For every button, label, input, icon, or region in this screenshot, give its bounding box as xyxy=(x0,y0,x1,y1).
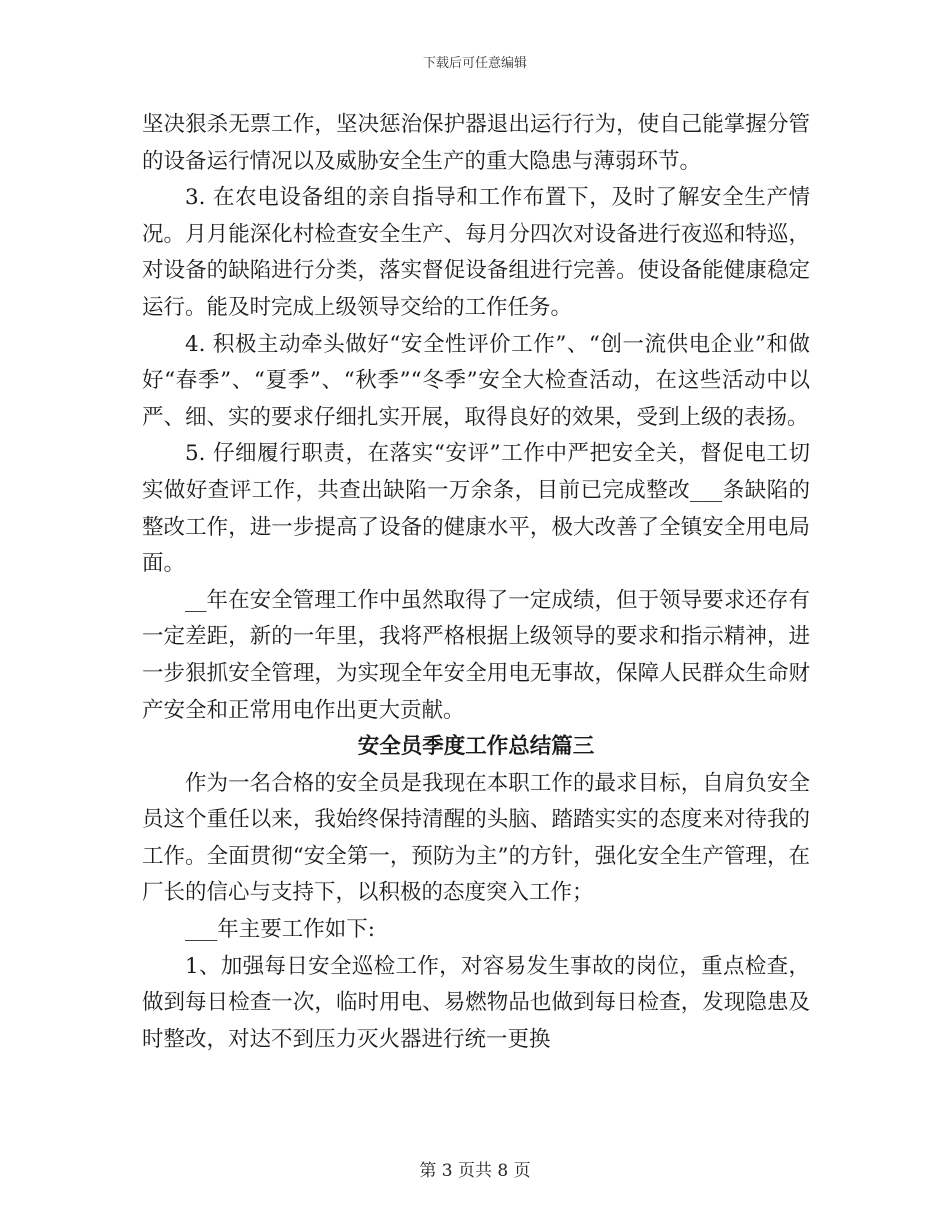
paragraph-continued: 坚决狠杀无票工作，坚决惩治保护器退出运行行为，使自己能掌握分管的设备运行情况以及威胁安全生产的重大隐患与薄弱环节。 xyxy=(142,112,810,174)
paragraph-work-item-1: 1、加强每日安全巡检工作，对容易发生事故的岗位，重点检查，做到每日检查一次，临时用电、易燃物品也做到每日检查，发现隐患及时整改，对达不到压力灭火器进行统一更换 xyxy=(142,953,810,1052)
paragraph-summary: __年在安全管理工作中虽然取得了一定成绩，但于领导要求还存有一定差距，新的一年里，我将严格根据上级领导的要求和指示精神，进一步狠抓安全管理，为实现全年安全用电无事故，保障人民群众生命财产安全和正常用电作出更大贡献。 xyxy=(142,587,810,723)
page-footer: 第 3 页共 8 页 xyxy=(419,1161,531,1181)
page-header: 下载后可任意编辑 xyxy=(422,56,527,71)
paragraph-work-list-title: ___年主要工作如下: xyxy=(185,917,375,943)
paragraph-item-3: 3. 在农电设备组的亲自指导和工作布置下，及时了解安全生产情况。月月能深化村检查安全生产、每月分四次对设备进行夜巡和特巡，对设备的缺陷进行分类，落实督促设备组进行完善。使设备能健康稳定运行。能及时完成上级领导交给的工作任务。 xyxy=(142,185,810,320)
paragraph-intro: 作为一名合格的安全员是我现在本职工作的最求目标，自肩负安全员这个重任以来，我始终保持清醒的头脑、踏踏实实的态度来对待我的工作。全面贯彻“安全第一，预防为主”的方针，强化安全生产管理，在厂长的信心与支持下，以积极的态度突入工作； xyxy=(142,770,810,906)
document-body xyxy=(142,107,810,1058)
paragraph-item-5: 5. 仔细履行职责，在落实“安评”工作中严把安全关，督促电工切实做好查评工作，共查出缺陷一万余条，目前已完成整改___条缺陷的整改工作，进一步提高了设备的健康水平，极大改善了全镇安全用电局面。 xyxy=(142,441,810,577)
section-heading: 安全员季度工作总结篇三 xyxy=(357,734,595,760)
paragraph-item-4: 4. 积极主动牵头做好“安全性评价工作”、“创一流供电企业”和做好“春季”、“夏季”、“秋季”“冬季”安全大检查活动，在这些活动中以严、细、实的要求仔细扎实开展，取得良好的效果，受到上级的表扬。 xyxy=(142,331,810,430)
